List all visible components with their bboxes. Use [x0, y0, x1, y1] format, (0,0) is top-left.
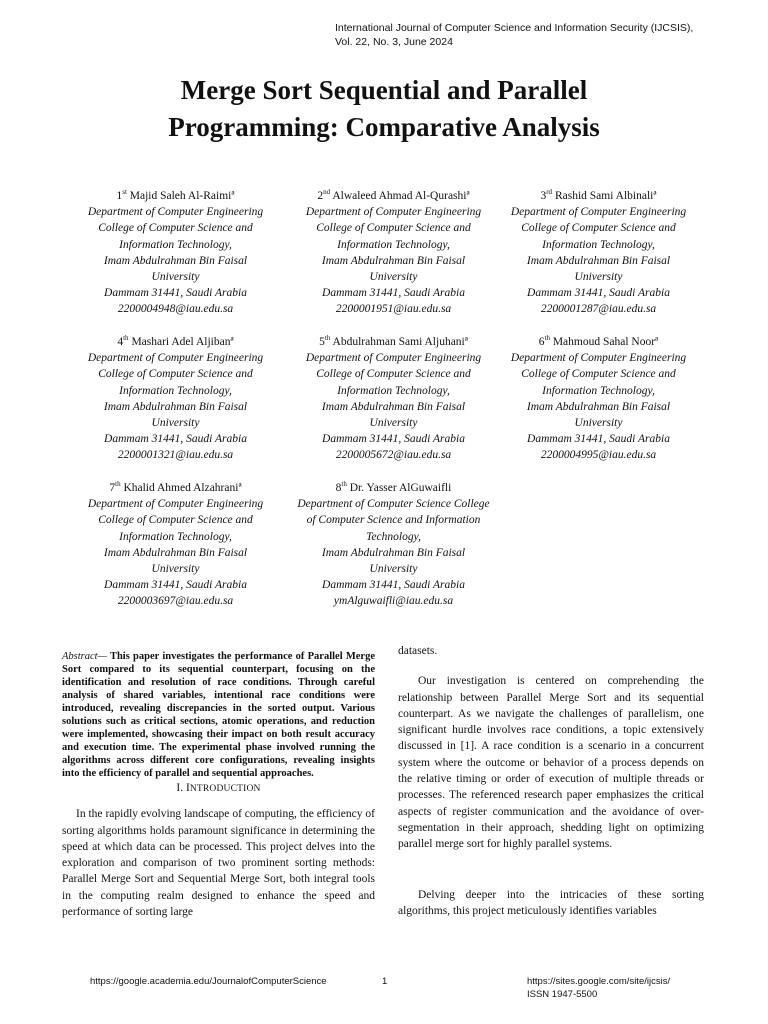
- abstract-text: This paper investigates the performance of Parallel Merge Sort compared to its sequential counterpart, focusing on the identification and resolution of race conditions. Through careful analysis of shared variables, intentional race conditions were introduced, revealing discrepancies in the sorted output. Various solutions such as critical sections, atomic operations, and reduction were implemented, showcasing their impact on both result accuracy and execution time. The experimental phase involved running the algorithms across different core configurations, revealing insights into the efficiency of parallel and sequential approaches.: [62, 651, 375, 779]
- author-affiliation-line: University: [369, 271, 418, 284]
- journal-volume: Vol. 22, No. 3, June 2024: [335, 36, 453, 48]
- author-affiliation-line: College of Computer Science and: [98, 222, 253, 235]
- author-affiliation-line: University: [574, 417, 623, 430]
- author-affiliation-line: College of Computer Science and: [316, 222, 471, 235]
- author-name: 1st Majid Saleh Al-Raimiª: [116, 188, 235, 202]
- author-affiliation-line: Technology,: [366, 530, 421, 543]
- author-affiliation-line: Imam Abdulrahman Bin Faisal: [321, 546, 466, 559]
- section-heading-introduction: [62, 781, 375, 796]
- author-affiliation-line: Information Technology,: [119, 238, 232, 251]
- author-affiliation-line: Department of Computer Engineering: [510, 206, 687, 219]
- author-email[interactable]: 2200001287@iau.edu.sa: [540, 303, 657, 316]
- author-email[interactable]: 2200003697@iau.edu.sa: [117, 595, 234, 608]
- continuation-text: datasets.: [398, 645, 438, 657]
- footer-left-url[interactable]: https://google.academia.edu/JournalofComputerScience: [90, 976, 327, 987]
- author-2: [286, 188, 501, 318]
- author-affiliation-line: Information Technology,: [337, 238, 450, 251]
- author-7: [68, 480, 283, 610]
- footer-right: [527, 976, 670, 1001]
- author-5: [286, 334, 501, 464]
- author-6: [491, 334, 706, 464]
- author-name: 4th Mashari Adel Aljibanª: [117, 334, 234, 348]
- section-title-rest: NTRODUCTION: [189, 784, 261, 794]
- author-3: [491, 188, 706, 318]
- author-affiliation-line: College of Computer Science and: [521, 222, 676, 235]
- author-affiliation-line: Department of Computer Science College: [297, 498, 490, 511]
- author-name: 8th Dr. Yasser AlGuwaifli: [335, 480, 452, 494]
- section-numeral: I.: [176, 782, 184, 794]
- author-affiliation-line: Department of Computer Engineering: [87, 206, 264, 219]
- author-name: 5th Abdulrahman Sami Aljuhaniª: [319, 334, 468, 348]
- author-affiliation-line: College of Computer Science and: [98, 514, 253, 527]
- author-affiliation-line: Department of Computer Engineering: [305, 206, 482, 219]
- author-affiliation-line: Information Technology,: [337, 384, 450, 397]
- title-line-1: Merge Sort Sequential and Parallel: [180, 75, 588, 105]
- author-affiliation-line: University: [151, 271, 200, 284]
- footer-right-url[interactable]: https://sites.google.com/site/ijcsis/: [527, 976, 671, 987]
- title-line-2: Programming: Comparative Analysis: [168, 112, 600, 142]
- author-email[interactable]: 2200004948@iau.edu.sa: [117, 303, 234, 316]
- body-paragraph-2: Delving deeper into the intricacies of these sorting algorithms, this project meticulously identifies variables: [398, 888, 704, 917]
- author-affiliation-line: Information Technology,: [542, 384, 655, 397]
- author-name: 6th Mahmoud Sahal Noorª: [538, 334, 659, 348]
- author-affiliation-line: Imam Abdulrahman Bin Faisal: [526, 254, 671, 267]
- author-affiliation-line: Dammam 31441, Saudi Arabia: [527, 287, 670, 300]
- author-affiliation-line: University: [369, 417, 418, 430]
- abstract-label: Abstract—: [62, 651, 107, 662]
- author-email[interactable]: 2200001951@iau.edu.sa: [335, 303, 452, 316]
- author-affiliation-line: Dammam 31441, Saudi Arabia: [527, 433, 670, 446]
- author-affiliation-line: Department of Computer Engineering: [87, 498, 264, 511]
- abstract: [62, 650, 375, 780]
- intro-paragraph: In the rapidly evolving landscape of computing, the efficiency of sorting algorithms holds paramount significance in determining the speed at which data can be processed. This project delves into the exploration and comparison of two prominent sorting methods: Parallel Merge Sort and Sequential Merge Sort, both integral tools in the computing realm designed to enhance the speed and performance of sorting large: [62, 808, 375, 918]
- author-affiliation-line: Department of Computer Engineering: [305, 352, 482, 365]
- author-8: [281, 480, 506, 610]
- author-affiliation-line: Information Technology,: [542, 238, 655, 251]
- journal-name: International Journal of Computer Science and Information Security (IJCSIS),: [335, 22, 694, 34]
- journal-header: [335, 21, 755, 49]
- author-affiliation-line: University: [574, 271, 623, 284]
- page-number: 1: [382, 976, 388, 987]
- author-affiliation-line: University: [151, 417, 200, 430]
- author-affiliation-line: Dammam 31441, Saudi Arabia: [104, 433, 247, 446]
- paper-title: [0, 72, 768, 146]
- author-name: 3rd Rashid Sami Albinaliª: [540, 188, 657, 202]
- author-affiliation-line: Imam Abdulrahman Bin Faisal: [103, 546, 248, 559]
- author-affiliation-line: Dammam 31441, Saudi Arabia: [322, 579, 465, 592]
- author-affiliation-line: University: [369, 563, 418, 576]
- author-affiliation-line: Dammam 31441, Saudi Arabia: [322, 287, 465, 300]
- author-affiliation-line: Dammam 31441, Saudi Arabia: [104, 579, 247, 592]
- author-affiliation-line: College of Computer Science and: [521, 368, 676, 381]
- author-affiliation-line: Information Technology,: [119, 530, 232, 543]
- author-affiliation-line: Imam Abdulrahman Bin Faisal: [321, 254, 466, 267]
- left-column: [62, 650, 375, 920]
- author-affiliation-line: Department of Computer Engineering: [87, 352, 264, 365]
- author-email[interactable]: ymAlguwaifli@iau.edu.sa: [333, 595, 454, 608]
- author-affiliation-line: Department of Computer Engineering: [510, 352, 687, 365]
- author-affiliation-line: Information Technology,: [119, 384, 232, 397]
- section-initial: I: [185, 782, 190, 794]
- author-affiliation-line: Imam Abdulrahman Bin Faisal: [321, 400, 466, 413]
- author-1: [68, 188, 283, 318]
- author-affiliation-line: University: [151, 563, 200, 576]
- author-affiliation-line: College of Computer Science and: [98, 368, 253, 381]
- author-affiliation-line: Dammam 31441, Saudi Arabia: [322, 433, 465, 446]
- author-affiliation-line: College of Computer Science and: [316, 368, 471, 381]
- author-name: 2nd Alwaleed Ahmad Al-Qurashiª: [317, 188, 470, 202]
- author-affiliation-line: Imam Abdulrahman Bin Faisal: [103, 254, 248, 267]
- right-column: [398, 643, 704, 919]
- author-affiliation-line: Dammam 31441, Saudi Arabia: [104, 287, 247, 300]
- body-paragraph-1: Our investigation is centered on comprehending the relationship between Parallel Merge Sort and its sequential counterpart. As we navigate the challenges of parallelism, one significant hurdle involves race conditions, a topic extensively discussed in [1]. A race condition is a scenario in a concurrent system where the outcome or behavior of a process depends on the relative timing or order of execution of multiple threads or processes. The referenced research paper emphasizes the critical aspects of register communication and the avoidance of over-segmentation in their approach, shedding light on optimizing parallel merge sort for highly parallel systems.: [398, 675, 704, 851]
- author-affiliation-line: Imam Abdulrahman Bin Faisal: [103, 400, 248, 413]
- issn: ISSN 1947-5500: [527, 988, 598, 1000]
- author-email[interactable]: 2200004995@iau.edu.sa: [540, 449, 657, 462]
- author-affiliation-line: Imam Abdulrahman Bin Faisal: [526, 400, 671, 413]
- author-affiliation-line: of Computer Science and Information: [306, 514, 481, 527]
- author-name: 7th Khalid Ahmed Alzahraniª: [109, 480, 242, 494]
- author-4: [68, 334, 283, 464]
- author-email[interactable]: 2200001321@iau.edu.sa: [117, 449, 234, 462]
- author-email[interactable]: 2200005672@iau.edu.sa: [335, 449, 452, 462]
